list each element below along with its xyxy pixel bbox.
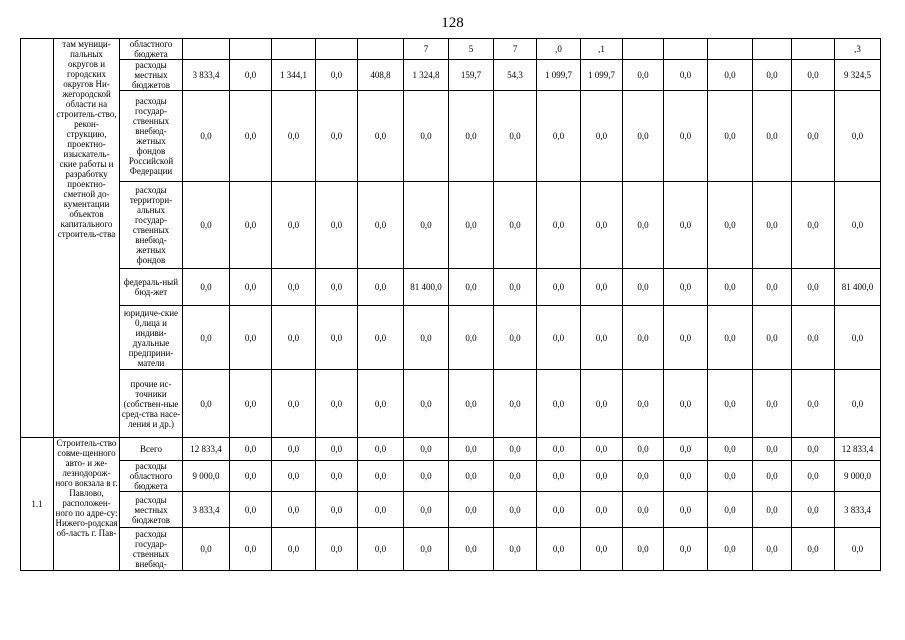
amount-cell: 7 [494,39,537,60]
amount-cell: 0,0 [664,438,708,461]
amount-cell: 0,0 [316,492,358,528]
amount-cell: 0,0 [581,528,623,571]
funding-source: федераль-ный бюд-жет [120,269,183,306]
amount-cell: 0,0 [835,370,881,438]
page-number: 128 [441,15,464,31]
amount-cell: 0,0 [792,370,835,438]
amount-cell: 0,0 [835,306,881,370]
amount-cell: 0,0 [753,306,792,370]
amount-cell: 0,0 [494,370,537,438]
amount-cell: 1 344,1 [272,60,316,91]
amount-cell: 0,0 [753,461,792,492]
amount-cell: 0,0 [272,182,316,269]
amount-cell: 0,0 [623,60,664,91]
amount-cell: 0,0 [792,60,835,91]
amount-cell: 0,0 [708,60,753,91]
amount-cell: 0,0 [494,461,537,492]
amount-cell: 0,0 [581,306,623,370]
amount-cell: 0,0 [792,306,835,370]
amount-cell: 0,0 [272,306,316,370]
amount-cell: 0,0 [623,269,664,306]
amount-cell: 0,0 [316,60,358,91]
amount-cell: 0,0 [404,438,449,461]
amount-cell: 0,0 [404,461,449,492]
amount-cell: 1 324,8 [404,60,449,91]
amount-cell: 0,0 [183,528,230,571]
amount-cell: 0,0 [404,306,449,370]
amount-cell [708,39,753,60]
amount-cell: 0,0 [708,182,753,269]
table-row [21,528,881,571]
amount-cell: 0,0 [753,269,792,306]
amount-cell: 0,0 [272,91,316,182]
funding-source: расходы государ-ственных внебюд-жетных фондов Российской Федерации [120,91,183,182]
amount-cell: 0,0 [230,60,272,91]
amount-cell: 0,0 [272,461,316,492]
amount-cell: 0,0 [183,91,230,182]
funding-source: Всего [120,438,183,461]
amount-cell: 0,0 [272,528,316,571]
amount-cell: 7 [404,39,449,60]
amount-cell: 0,0 [792,269,835,306]
amount-cell: 0,0 [623,370,664,438]
amount-cell: 81 400,0 [404,269,449,306]
funding-source: расходы областного бюджета [120,461,183,492]
amount-cell: 3 833,4 [835,492,881,528]
funding-source: юридиче-ские 0,лица и индиви-дуальные предприни-матели [120,306,183,370]
table-row [21,60,881,91]
amount-cell: 0,0 [358,492,404,528]
amount-cell: 0,0 [358,306,404,370]
amount-cell: 0,0 [404,182,449,269]
amount-cell: 0,0 [581,269,623,306]
amount-cell: 0,0 [537,528,581,571]
amount-cell: 12 833,4 [835,438,881,461]
amount-cell: 0,0 [494,492,537,528]
amount-cell: 0,0 [449,91,494,182]
amount-cell: 0,0 [835,91,881,182]
amount-cell: 0,0 [753,182,792,269]
amount-cell: 0,0 [272,438,316,461]
amount-cell: 0,0 [316,269,358,306]
amount-cell: 1 099,7 [537,60,581,91]
amount-cell [316,39,358,60]
amount-cell [230,39,272,60]
amount-cell: 0,0 [664,306,708,370]
amount-cell: 0,0 [753,60,792,91]
amount-cell: 0,0 [753,91,792,182]
amount-cell: 0,0 [581,461,623,492]
amount-cell: 12 833,4 [183,438,230,461]
amount-cell: 0,0 [358,182,404,269]
amount-cell: 81 400,0 [835,269,881,306]
amount-cell: 0,0 [316,438,358,461]
amount-cell: 0,0 [792,528,835,571]
amount-cell: 0,0 [792,438,835,461]
amount-cell: 0,0 [835,528,881,571]
amount-cell: 0,0 [358,91,404,182]
amount-cell: 0,0 [449,528,494,571]
amount-cell: 0,0 [230,438,272,461]
amount-cell: 0,0 [494,438,537,461]
amount-cell: ,0 [537,39,581,60]
table-row [21,461,881,492]
table-row [21,370,881,438]
amount-cell: 0,0 [230,269,272,306]
amount-cell: 0,0 [753,438,792,461]
table-row [21,39,881,60]
amount-cell: 0,0 [358,269,404,306]
amount-cell: 0,0 [623,461,664,492]
amount-cell: ,3 [835,39,881,60]
amount-cell: 0,0 [623,306,664,370]
amount-cell: 0,0 [708,269,753,306]
amount-cell: 0,0 [230,91,272,182]
amount-cell: 0,0 [581,438,623,461]
amount-cell: 408,8 [358,60,404,91]
table-row [21,91,881,182]
amount-cell: 0,0 [316,528,358,571]
amount-cell: 0,0 [792,461,835,492]
amount-cell: 0,0 [623,492,664,528]
amount-cell: 9 000,0 [835,461,881,492]
funding-source: расходы местных бюджетов [120,60,183,91]
amount-cell: 0,0 [494,182,537,269]
amount-cell: 0,0 [835,182,881,269]
amount-cell: 0,0 [494,269,537,306]
amount-cell: 0,0 [494,306,537,370]
amount-cell: 0,0 [449,370,494,438]
amount-cell [623,39,664,60]
amount-cell: 9 324,5 [835,60,881,91]
amount-cell: 3 833,4 [183,492,230,528]
amount-cell [183,39,230,60]
amount-cell: 0,0 [792,91,835,182]
amount-cell: 0,0 [316,461,358,492]
table-row [21,269,881,306]
amount-cell: 0,0 [316,306,358,370]
amount-cell: 0,0 [272,370,316,438]
amount-cell: 0,0 [230,461,272,492]
amount-cell: 0,0 [183,182,230,269]
amount-cell [753,39,792,60]
amount-cell: 0,0 [358,528,404,571]
amount-cell: 1 099,7 [581,60,623,91]
amount-cell: 3 833,4 [183,60,230,91]
amount-cell: 0,0 [708,370,753,438]
amount-cell: 0,0 [272,269,316,306]
amount-cell: 0,0 [581,492,623,528]
amount-cell [358,39,404,60]
amount-cell [664,39,708,60]
amount-cell: 0,0 [272,492,316,528]
amount-cell: 0,0 [792,182,835,269]
amount-cell: 0,0 [183,370,230,438]
amount-cell: 0,0 [581,182,623,269]
table-row [21,438,881,461]
amount-cell: 0,0 [404,528,449,571]
amount-cell: 0,0 [664,91,708,182]
amount-cell: 0,0 [581,370,623,438]
amount-cell: 5 [449,39,494,60]
amount-cell: 0,0 [664,370,708,438]
amount-cell: 0,0 [664,528,708,571]
amount-cell: 0,0 [708,438,753,461]
amount-cell: 0,0 [183,269,230,306]
table-row [21,492,881,528]
amount-cell: 0,0 [537,306,581,370]
amount-cell: 0,0 [494,91,537,182]
amount-cell: 0,0 [358,461,404,492]
amount-cell: 0,0 [708,461,753,492]
row-index: 1.1 [21,438,54,571]
amount-cell: 0,0 [316,370,358,438]
amount-cell: 0,0 [230,306,272,370]
amount-cell: 0,0 [664,182,708,269]
table-row [21,182,881,269]
amount-cell: 0,0 [404,91,449,182]
amount-cell: 0,0 [230,182,272,269]
amount-cell: 0,0 [623,528,664,571]
amount-cell: 0,0 [792,492,835,528]
funding-source: расходы территори-альных государ-ственных внебюд-жетных фондов [120,182,183,269]
amount-cell: 0,0 [623,438,664,461]
amount-cell: 9 000,0 [183,461,230,492]
amount-cell: 0,0 [537,492,581,528]
amount-cell: 0,0 [537,370,581,438]
table-row [21,306,881,370]
amount-cell: 0,0 [708,492,753,528]
amount-cell: 0,0 [753,370,792,438]
amount-cell: 0,0 [358,370,404,438]
measure-description: там муници-пальных округов и городских округов Ни-жегородской области на строитель-ство, рекон-струкцию, проектно-изыскатель-ские работы и разработку проектно-сметной до-кументации объектов капитального строитель-ства [54,39,120,438]
amount-cell: 0,0 [449,306,494,370]
amount-cell: 0,0 [753,528,792,571]
amount-cell: 0,0 [581,91,623,182]
table-body [21,39,881,571]
amount-cell: ,1 [581,39,623,60]
measure-description: Строитель-ство совме-щенного авто- и же-лезнодорож-ного вокзала в г. Павлово, расположен-ного по адре-су: Нижего-родская об-ласть г. Пав- [54,438,120,571]
amount-cell: 0,0 [664,60,708,91]
amount-cell: 0,0 [316,182,358,269]
amount-cell: 0,0 [494,528,537,571]
amount-cell [792,39,835,60]
amount-cell: 0,0 [316,91,358,182]
amount-cell: 0,0 [537,438,581,461]
funding-source: расходы государ-ственных внебюд- [120,528,183,571]
amount-cell: 0,0 [623,91,664,182]
amount-cell: 0,0 [404,492,449,528]
amount-cell: 0,0 [708,91,753,182]
amount-cell: 0,0 [449,492,494,528]
row-index-cell-empty [21,39,54,438]
amount-cell: 0,0 [753,492,792,528]
budget-table [20,38,881,571]
amount-cell: 0,0 [230,492,272,528]
funding-source: областного бюджета [120,39,183,60]
amount-cell: 0,0 [537,461,581,492]
amount-cell: 0,0 [537,91,581,182]
funding-source: расходы местных бюджетов [120,492,183,528]
funding-source: прочие ис-точники (собствен-ные сред-ства насе-ления и др.) [120,370,183,438]
amount-cell: 0,0 [449,438,494,461]
amount-cell: 0,0 [230,528,272,571]
amount-cell: 0,0 [183,306,230,370]
amount-cell: 0,0 [623,182,664,269]
amount-cell: 0,0 [708,528,753,571]
amount-cell: 0,0 [449,269,494,306]
amount-cell: 0,0 [708,306,753,370]
amount-cell: 159,7 [449,60,494,91]
amount-cell: 0,0 [230,370,272,438]
amount-cell: 0,0 [404,370,449,438]
amount-cell: 0,0 [449,182,494,269]
amount-cell [272,39,316,60]
amount-cell: 0,0 [537,269,581,306]
amount-cell: 0,0 [358,438,404,461]
amount-cell: 54,3 [494,60,537,91]
amount-cell: 0,0 [664,492,708,528]
amount-cell: 0,0 [449,461,494,492]
amount-cell: 0,0 [664,269,708,306]
amount-cell: 0,0 [664,461,708,492]
amount-cell: 0,0 [537,182,581,269]
